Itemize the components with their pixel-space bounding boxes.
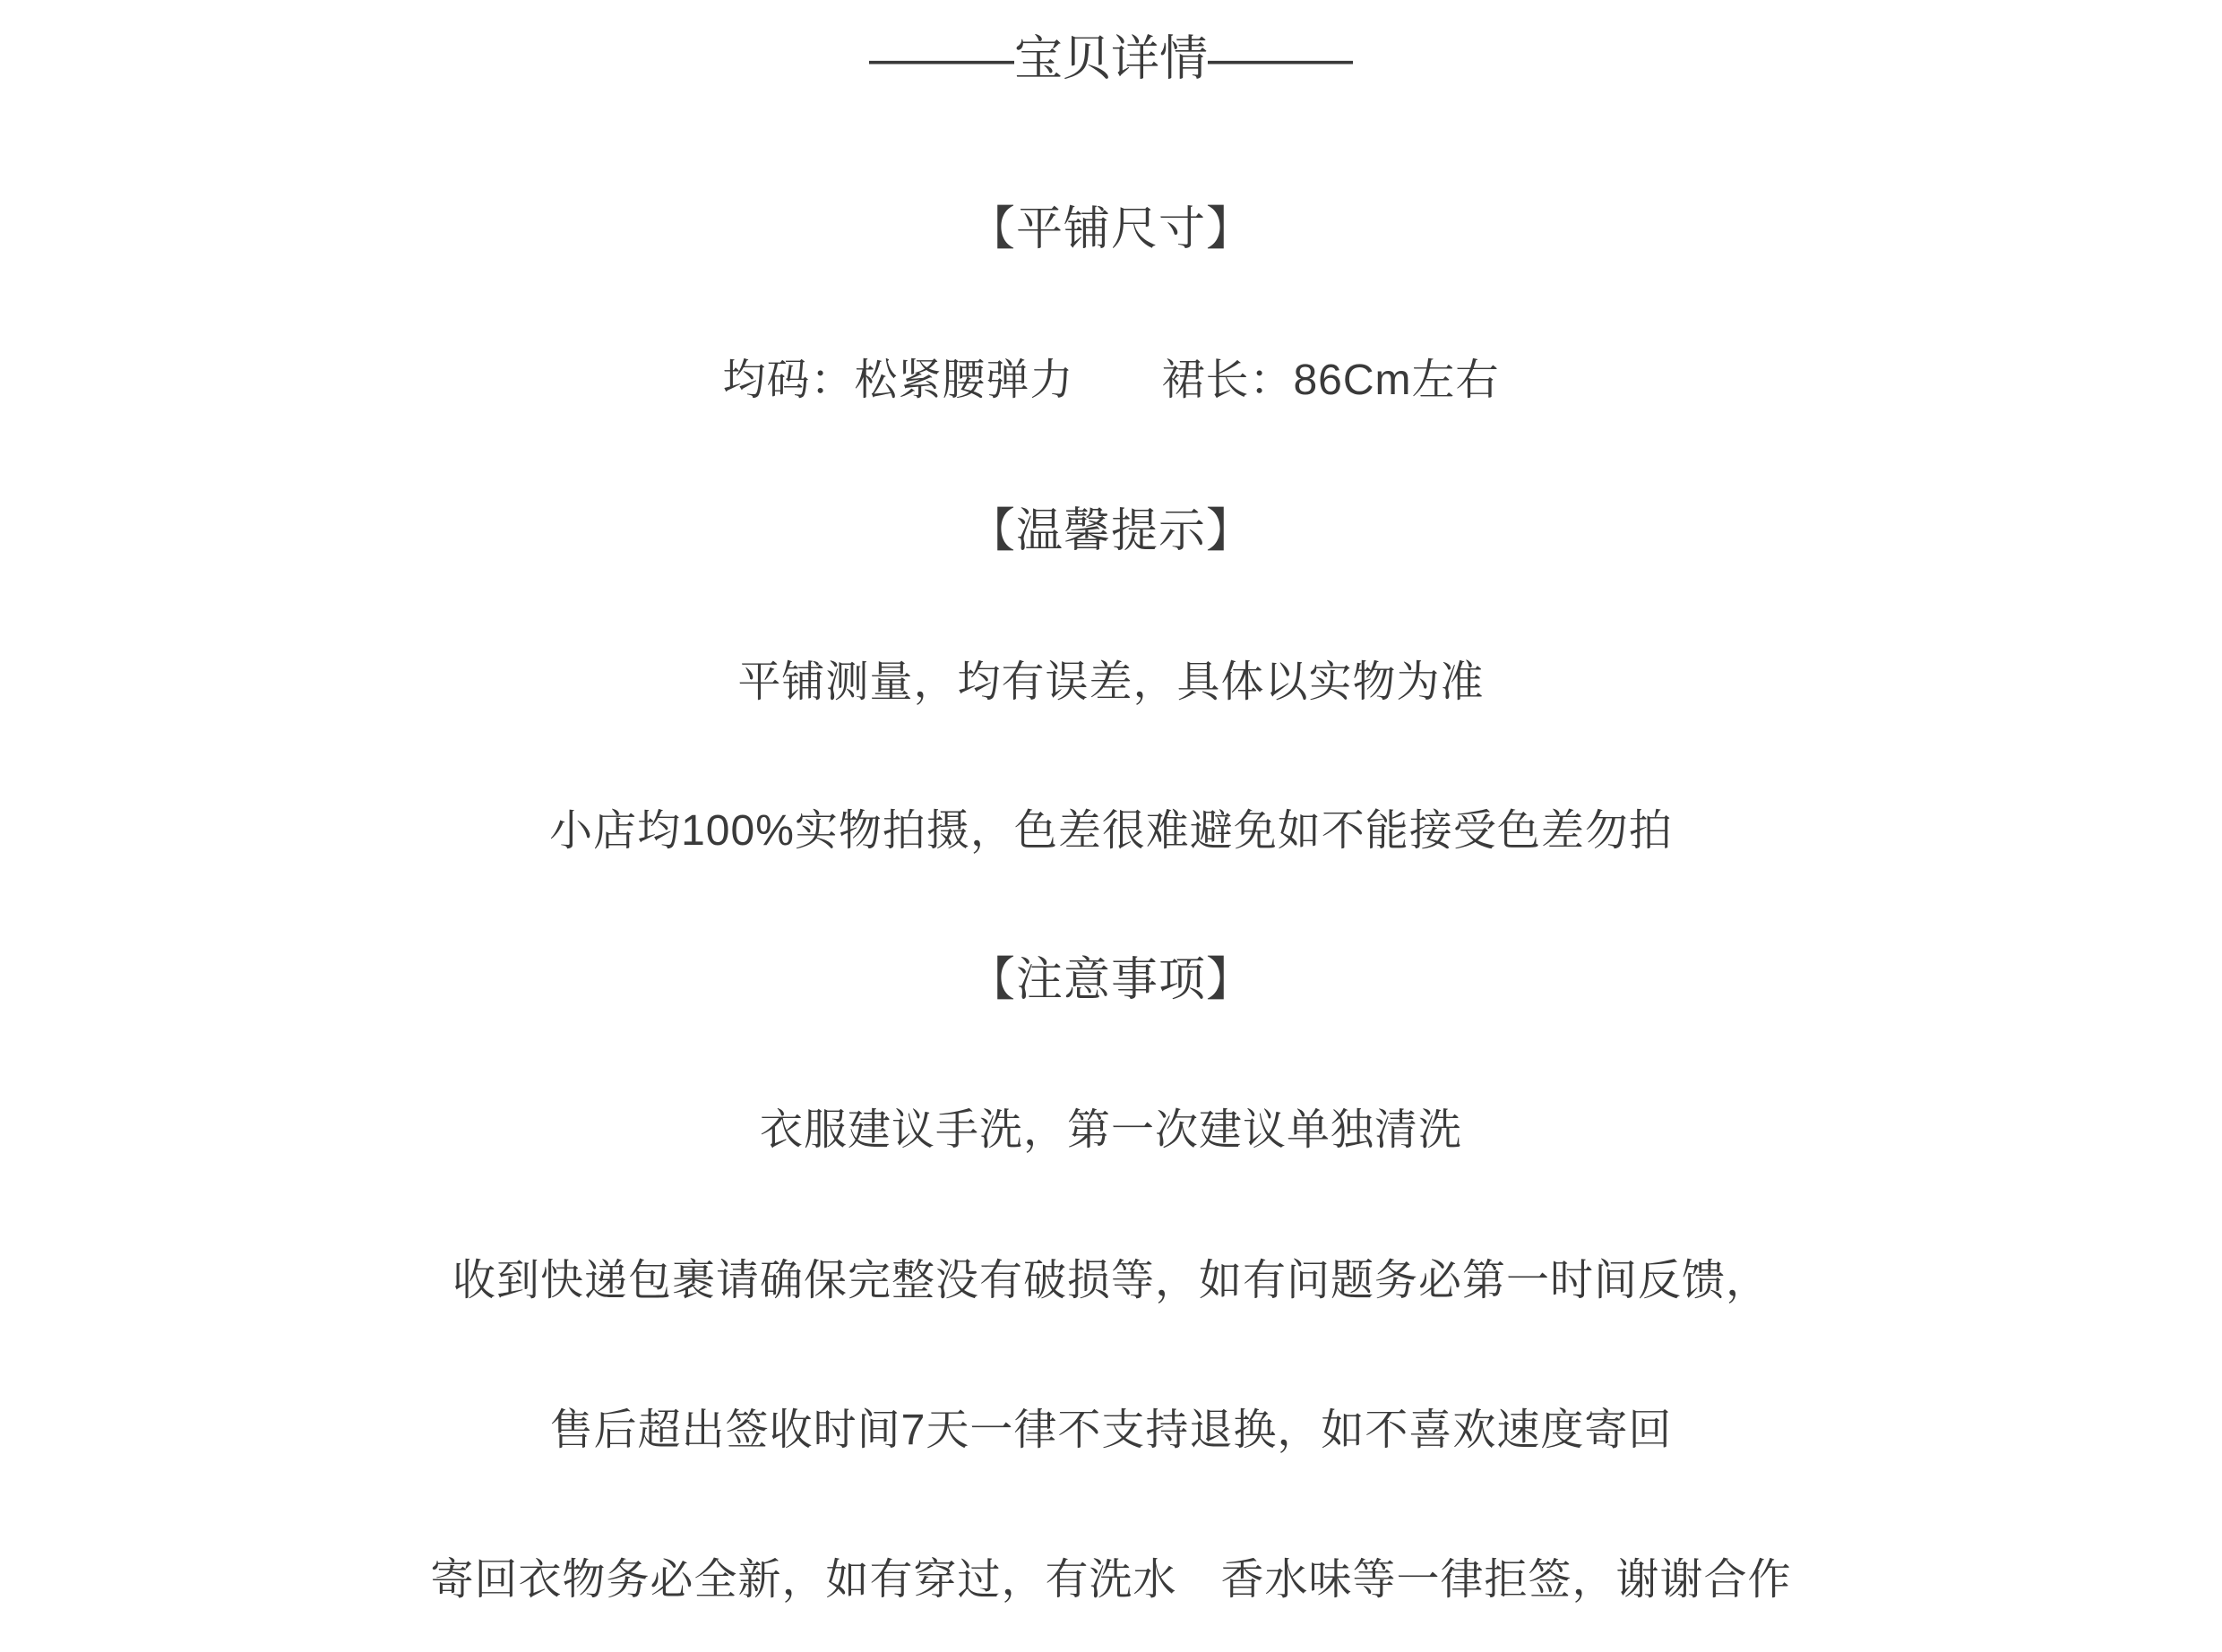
tips-line-color-difference: 小店均100%实物拍摄，色差很难避免如不能接受色差勿拍 xyxy=(549,807,1673,856)
page-title: ———宝贝详情——— xyxy=(869,31,1353,86)
notes-line-return-condition: 寄回衣物务必全新，如有穿过，有洗水 香水味等一律拒签，谢谢合作 xyxy=(430,1556,1792,1605)
section-heading-warm-tips: 【温馨提示】 xyxy=(968,504,1253,557)
size-spec-line: 均码：松紧腰弹力 裙长：86Cm左右 xyxy=(722,357,1500,405)
notes-line-return-policy: 售后超出签收时间7天一律不支持退换，如不喜欢速度寄回 xyxy=(549,1407,1673,1455)
section-heading-notes: 【注意事项】 xyxy=(968,953,1253,1006)
tips-line-measurement: 平铺测量，均有误差，具体以实物为准 xyxy=(737,658,1485,707)
section-heading-flat-size: 【平铺尺寸】 xyxy=(968,202,1253,255)
notes-line-washing: 衣服建议手洗，第一次建议单独清洗 xyxy=(759,1106,1462,1155)
notes-line-package-check: 收到快递包裹请确保完整没有破损等，如有问题务必第一时间反馈， xyxy=(452,1257,1770,1305)
